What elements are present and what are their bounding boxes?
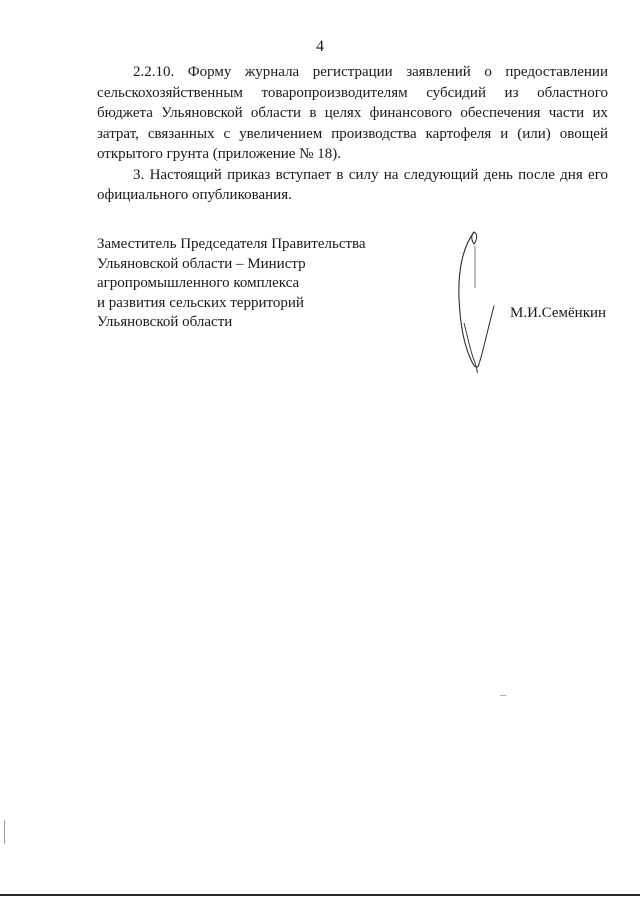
page-number: 4 bbox=[316, 38, 324, 55]
order-text bbox=[97, 62, 608, 206]
position-line: Ульяновской области – Министр bbox=[97, 255, 306, 272]
signatory-position bbox=[97, 235, 366, 333]
position-line: Заместитель Председателя Правительства bbox=[97, 236, 366, 252]
position-line: агропромышленного комплекса bbox=[97, 275, 300, 291]
position-line: Ульяновской области bbox=[97, 314, 233, 330]
paragraph-3: 3. Настоящий приказ вступает в силу на следующий день после дня его официального опубликования. bbox=[97, 166, 608, 203]
paragraph-2-2-10: 2.2.10. Форму журнала регистрации заявлений о предоставлении сельскохозяйственным товаропроизводителям субсидий из областного бюджета Ульяновской области в целях финансового обеспечения части их затрат, связанных с увеличением производства картофеля и (или) овощей открытого грунта (приложение № 18). bbox=[97, 64, 608, 162]
handwritten-signature bbox=[452, 228, 498, 374]
scan-speck bbox=[500, 695, 506, 696]
scan-bottom-edge bbox=[0, 894, 640, 896]
scan-edge-mark bbox=[4, 820, 5, 844]
signer-name: М.И.Семёнкин bbox=[510, 305, 607, 321]
position-line: и развития сельских территорий bbox=[97, 294, 304, 311]
